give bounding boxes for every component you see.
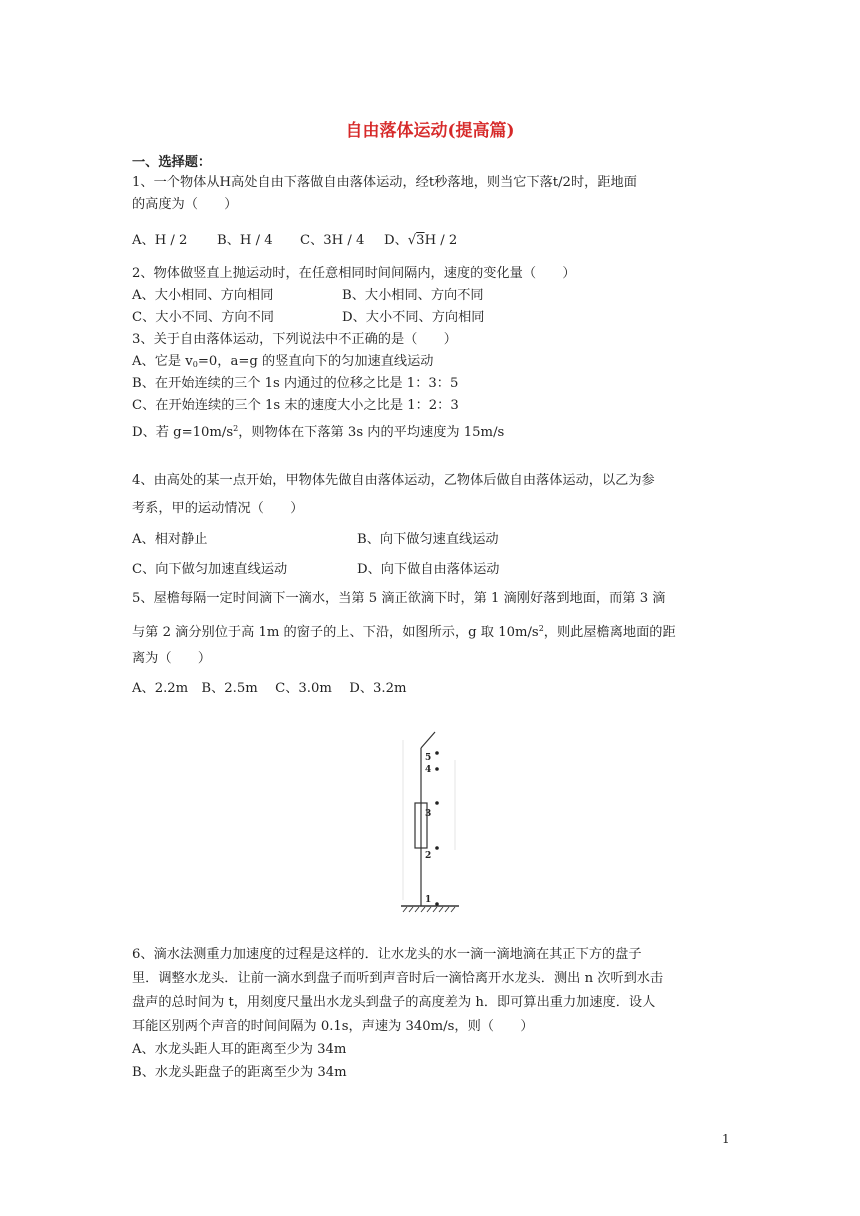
q5-stem-line2-pre: 与第 2 滴分别位于高 1m 的窗子的上、下沿，如图所示，g 取 10m/s: [132, 625, 539, 640]
q3-option-a-post: =0，a=g 的竖直向下的匀加速直线运动: [197, 354, 434, 369]
q4-stem-line1: 4、由高处的某一点开始，甲物体先做自由落体运动，乙物体后做自由落体运动，以乙为参: [132, 473, 655, 488]
label-4: 4: [425, 765, 432, 775]
q3-stem: 3、关于自由落体运动，下列说法中不正确的是（ ）: [132, 332, 457, 347]
q2-option-d: D、大小不同、方向相同: [342, 310, 485, 325]
q1-option-d-root: 3: [416, 233, 425, 248]
q3-option-d-superscript: 2: [233, 424, 239, 433]
q4-option-b: B、向下做匀速直线运动: [357, 532, 499, 547]
q3-option-d: [132, 420, 504, 442]
ground-hatching: [403, 907, 455, 912]
q3-option-d-post: ，则物体在下落第 3s 内的平均速度为 15m/s: [238, 425, 505, 440]
faint-background-marks: [403, 740, 455, 900]
q6-option-b: B、水龙头距盘子的距离至少为 34m: [132, 1065, 347, 1080]
q2-option-c: C、大小不同、方向不同: [132, 310, 274, 325]
q1-option-a: A、H / 2: [132, 233, 188, 248]
q4-option-a: A、相对静止: [132, 532, 208, 547]
q6-stem-line1: 6、滴水法测重力加速度的过程是这样的．让水龙头的水一滴一滴地滴在其正下方的盘子: [132, 947, 642, 962]
q3-option-a-pre: A、它是 v: [132, 354, 193, 369]
q3-option-a-subscript: 0: [192, 360, 198, 369]
label-3: 3: [425, 809, 432, 819]
q3-option-c: C、在开始连续的三个 1s 末的速度大小之比是 1：2：3: [132, 398, 459, 413]
q5-stem-line3: 离为（ ）: [132, 651, 212, 666]
section-heading: 一、选择题：: [132, 155, 212, 170]
q5-stem-line2-post: ，则此屋檐离地面的距: [543, 625, 676, 640]
page-number: 1: [722, 1132, 730, 1146]
q6-stem-line2: 里．调整水龙头．让前一滴水到盘子而听到声音时后一滴恰离开水龙头．测出 n 次听到水击: [132, 971, 664, 986]
q1-stem-line2: 的高度为（ ）: [132, 197, 238, 212]
drop-1: [435, 902, 439, 906]
q5-superscript: 2: [538, 624, 544, 633]
q6-stem-line3: 盘声的总时间为 t，用刻度尺量出水龙头到盘子的高度差为 h．即可算出重力加速度．设人: [132, 995, 656, 1010]
drop-4: [435, 767, 439, 771]
q1-option-d-prefix: D、: [384, 233, 408, 248]
q3-option-b: B、在开始连续的三个 1s 内通过的位移之比是 1：3：5: [132, 376, 459, 391]
q2-option-b: B、大小相同、方向不同: [342, 288, 484, 303]
water-drop-figure: [395, 730, 465, 915]
q4-option-d: D、向下做自由落体运动: [357, 562, 500, 577]
q1-option-c: C、3H / 4: [300, 233, 365, 248]
q1-option-d-suffix: H / 2: [424, 233, 458, 248]
label-5: 5: [425, 753, 432, 763]
q1-stem-line1: 1、一个物体从H高处自由下落做自由落体运动，经t秒落地，则当它下落t/2时，距地面: [132, 175, 637, 190]
q1-option-b: B、H / 4: [217, 233, 273, 248]
label-1: 1: [425, 895, 432, 905]
q2-option-a: A、大小相同、方向相同: [132, 288, 274, 303]
label-2: 2: [425, 851, 432, 861]
q4-stem-line2: 考系，甲的运动情况（ ）: [132, 501, 304, 516]
q6-stem-line4: 耳能区别两个声音的时间间隔为 0.1s，声速为 340m/s，则（ ）: [132, 1019, 534, 1034]
eave-line: [421, 732, 435, 748]
q5-stem-line2: [132, 620, 676, 642]
drop-2: [435, 846, 439, 850]
q5-stem-line1: 5、屋檐每隔一定时间滴下一滴水，当第 5 滴正欲滴下时，第 1 滴刚好落到地面，而第 3 滴: [132, 591, 666, 606]
q3-option-a: [132, 353, 433, 374]
q1-option-d: [384, 232, 457, 250]
q4-option-c: C、向下做匀加速直线运动: [132, 562, 288, 577]
q5-options: A、2.2m B、2.5m C、3.0m D、3.2m: [132, 681, 407, 696]
page-title: 自由落体运动(提高篇): [345, 121, 515, 141]
drop-5: [435, 751, 439, 755]
sqrt-sign: √: [407, 233, 417, 248]
q3-option-d-pre: D、若 g=10m/s: [132, 425, 234, 440]
q6-option-a: A、水龙头距人耳的距离至少为 34m: [132, 1042, 347, 1057]
drop-3: [435, 801, 439, 805]
q2-stem: 2、物体做竖直上抛运动时，在任意相同时间间隔内，速度的变化量（ ）: [132, 266, 576, 281]
